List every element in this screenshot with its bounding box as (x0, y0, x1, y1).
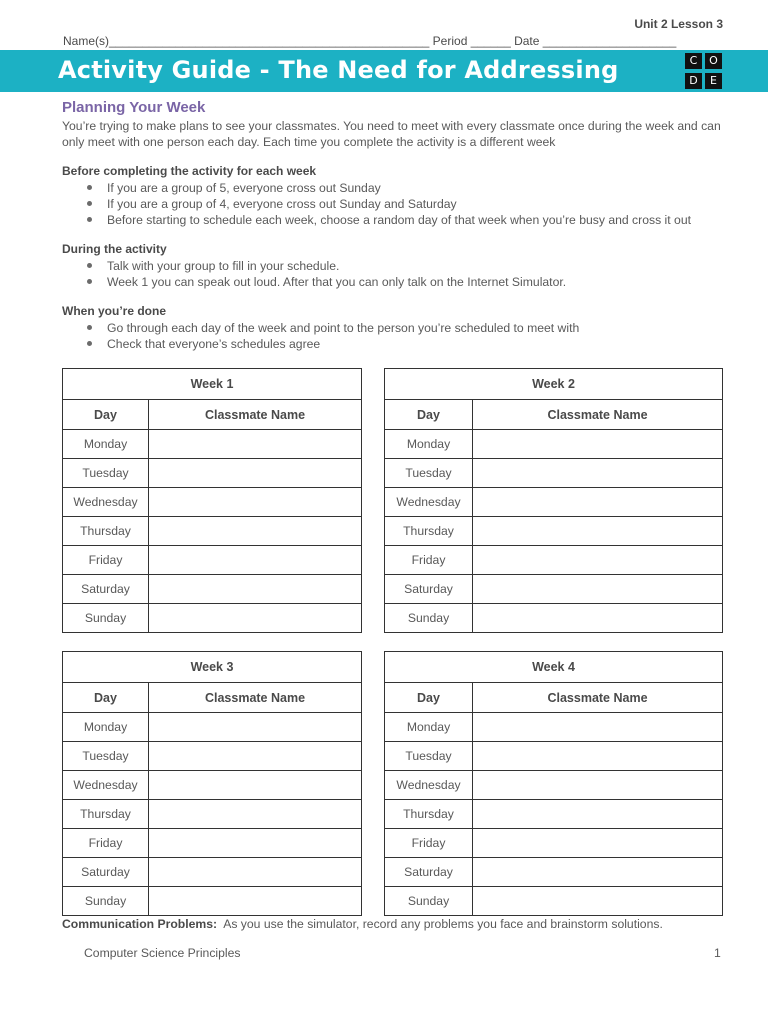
day-cell: Friday (63, 546, 149, 575)
column-header-classmate: Classmate Name (473, 400, 723, 430)
classmate-cell[interactable] (149, 488, 362, 517)
classmate-cell[interactable] (149, 575, 362, 604)
unit-lesson-label: Unit 2 Lesson 3 (634, 17, 723, 31)
day-cell: Friday (63, 829, 149, 858)
day-cell: Thursday (63, 800, 149, 829)
table-row (63, 546, 362, 575)
list-item: If you are a group of 4, everyone cross out Sunday and Saturday (62, 196, 691, 212)
table-row (385, 604, 723, 633)
week-2-table (384, 368, 723, 633)
week-4-table (384, 651, 723, 916)
table-row (63, 771, 362, 800)
table-row (63, 488, 362, 517)
communication-text: As you use the simulator, record any problems you face and brainstorm solutions. (223, 917, 663, 931)
day-cell: Saturday (63, 858, 149, 887)
table-row (63, 430, 362, 459)
day-cell: Wednesday (63, 488, 149, 517)
day-cell: Thursday (63, 517, 149, 546)
day-cell: Tuesday (385, 742, 473, 771)
logo-letter-o: O (705, 53, 722, 69)
classmate-cell[interactable] (149, 887, 362, 916)
table-row (63, 604, 362, 633)
column-header-day: Day (385, 400, 473, 430)
day-cell: Tuesday (63, 742, 149, 771)
heading-before-activity: Before completing the activity for each week (62, 164, 317, 178)
day-cell: Monday (385, 430, 473, 459)
day-cell: Friday (385, 829, 473, 858)
table-title: Week 3 (63, 652, 362, 683)
table-row (385, 829, 723, 858)
table-row (385, 858, 723, 887)
day-cell: Saturday (385, 858, 473, 887)
section-heading-planning: Planning Your Week (62, 99, 206, 116)
list-item: Go through each day of the week and point to the person you’re scheduled to meet with (62, 320, 579, 336)
day-cell: Thursday (385, 800, 473, 829)
day-cell: Monday (63, 713, 149, 742)
day-cell: Sunday (385, 887, 473, 916)
classmate-cell[interactable] (473, 517, 723, 546)
classmate-cell[interactable] (149, 713, 362, 742)
day-cell: Monday (385, 713, 473, 742)
classmate-cell[interactable] (149, 800, 362, 829)
classmate-cell[interactable] (473, 713, 723, 742)
day-cell: Thursday (385, 517, 473, 546)
classmate-cell[interactable] (473, 771, 723, 800)
day-cell: Sunday (63, 604, 149, 633)
column-header-day: Day (385, 683, 473, 713)
table-row (63, 829, 362, 858)
table-row (63, 575, 362, 604)
table-row (385, 713, 723, 742)
day-cell: Sunday (63, 887, 149, 916)
week-1-table (62, 368, 362, 633)
classmate-cell[interactable] (473, 430, 723, 459)
day-cell: Wednesday (385, 771, 473, 800)
list-item: Before starting to schedule each week, choose a random day of that week when you’re busy and cross it out (62, 212, 691, 228)
table-title: Week 1 (63, 369, 362, 400)
column-header-classmate: Classmate Name (149, 683, 362, 713)
heading-during-activity: During the activity (62, 242, 167, 256)
column-header-day: Day (63, 683, 149, 713)
day-cell: Saturday (385, 575, 473, 604)
list-item: Week 1 you can speak out loud. After that you can only talk on the Internet Simulator. (62, 274, 566, 290)
classmate-cell[interactable] (473, 858, 723, 887)
classmate-cell[interactable] (149, 771, 362, 800)
table-row (385, 488, 723, 517)
page-title: Activity Guide - The Need for Addressing (58, 56, 619, 84)
table-row (63, 713, 362, 742)
list-item: Check that everyone’s schedules agree (62, 336, 579, 352)
table-row (385, 575, 723, 604)
logo-letter-d: D (685, 73, 702, 89)
classmate-cell[interactable] (473, 604, 723, 633)
table-row (63, 887, 362, 916)
day-cell: Friday (385, 546, 473, 575)
classmate-cell[interactable] (149, 829, 362, 858)
classmate-cell[interactable] (149, 858, 362, 887)
communication-problems (62, 917, 663, 931)
table-title: Week 4 (385, 652, 723, 683)
classmate-cell[interactable] (473, 800, 723, 829)
logo-letter-c: C (685, 53, 702, 69)
list-when-done (62, 320, 579, 352)
list-item: Talk with your group to fill in your schedule. (62, 258, 566, 274)
table-row (63, 858, 362, 887)
code-logo (685, 53, 723, 90)
classmate-cell[interactable] (473, 546, 723, 575)
table-row (385, 430, 723, 459)
list-item: If you are a group of 5, everyone cross out Sunday (62, 180, 691, 196)
footer-course: Computer Science Principles (84, 946, 241, 960)
column-header-day: Day (63, 400, 149, 430)
classmate-cell[interactable] (473, 575, 723, 604)
classmate-cell[interactable] (149, 604, 362, 633)
logo-letter-e: E (705, 73, 722, 89)
day-cell: Wednesday (63, 771, 149, 800)
table-row (385, 771, 723, 800)
day-cell: Sunday (385, 604, 473, 633)
page-number: 1 (714, 946, 721, 960)
day-cell: Tuesday (63, 459, 149, 488)
intro-paragraph: You’re trying to make plans to see your classmates. You need to meet with every classmate once during the week and can only meet with one person each day. Each time you complete the activity is a different week (62, 119, 721, 149)
list-during-activity (62, 258, 566, 290)
heading-when-done: When you’re done (62, 304, 167, 318)
table-row (385, 546, 723, 575)
day-cell: Wednesday (385, 488, 473, 517)
table-row (63, 800, 362, 829)
name-period-date-line: Name(s)________________________________________________ Period ______ Date ____________________ (63, 34, 677, 48)
classmate-cell[interactable] (473, 459, 723, 488)
day-cell: Monday (63, 430, 149, 459)
table-row (63, 742, 362, 771)
list-before-activity (62, 180, 691, 228)
table-row (63, 459, 362, 488)
table-row (385, 459, 723, 488)
classmate-cell[interactable] (149, 546, 362, 575)
classmate-cell[interactable] (473, 829, 723, 858)
table-row (385, 887, 723, 916)
column-header-classmate: Classmate Name (149, 400, 362, 430)
communication-label: Communication Problems: (62, 917, 218, 931)
table-row (385, 800, 723, 829)
classmate-cell[interactable] (149, 459, 362, 488)
classmate-cell[interactable] (149, 742, 362, 771)
table-title: Week 2 (385, 369, 723, 400)
day-cell: Tuesday (385, 459, 473, 488)
classmate-cell[interactable] (473, 887, 723, 916)
classmate-cell[interactable] (149, 517, 362, 546)
week-3-table (62, 651, 362, 916)
table-row (63, 517, 362, 546)
day-cell: Saturday (63, 575, 149, 604)
classmate-cell[interactable] (473, 742, 723, 771)
column-header-classmate: Classmate Name (473, 683, 723, 713)
table-row (385, 742, 723, 771)
table-row (385, 517, 723, 546)
classmate-cell[interactable] (473, 488, 723, 517)
classmate-cell[interactable] (149, 430, 362, 459)
